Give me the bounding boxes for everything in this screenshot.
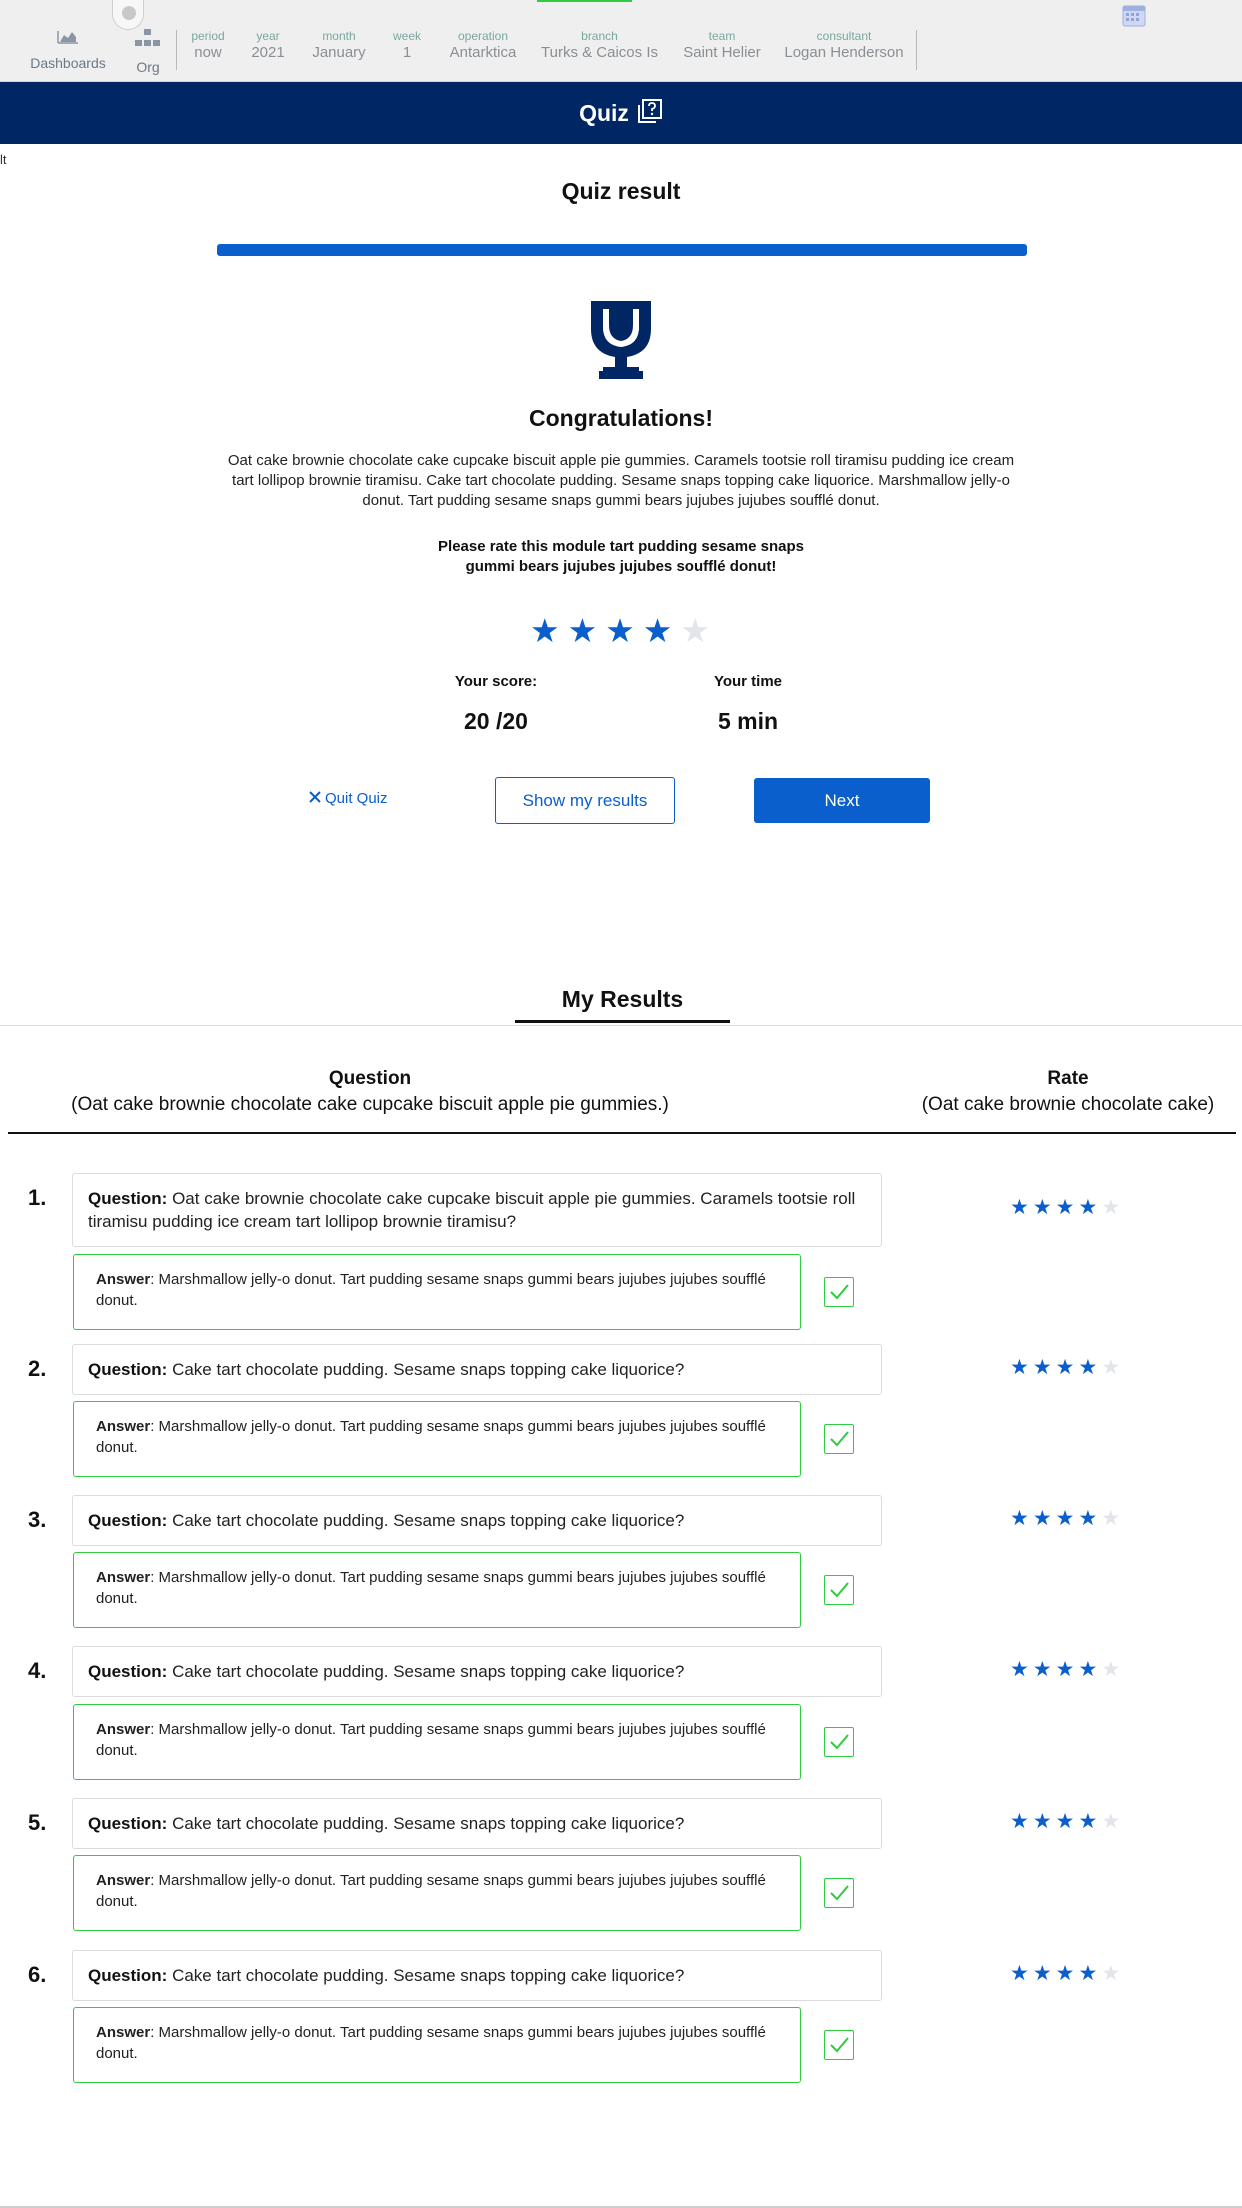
question-rating[interactable]: [1010, 1507, 1120, 1531]
star-icon[interactable]: ★: [1032, 1196, 1052, 1219]
answer-prefix: Answer: [96, 1721, 151, 1738]
filter-value: January: [312, 44, 366, 61]
star-icon[interactable]: ★: [567, 612, 598, 649]
rate-column-header: [900, 1066, 1236, 1118]
answer-box: Answer: Marshmallow jelly-o donut. Tart pudding sesame snaps gummi bears jujubes jujubes soufflé donut.: [73, 1401, 801, 1477]
nav-org-label: Org: [136, 59, 160, 75]
filter-value: 1: [402, 44, 412, 61]
score-value: 20 /20: [464, 708, 528, 734]
tab-divider: [0, 1025, 1242, 1026]
answer-text: Marshmallow jelly-o donut. Tart pudding sesame snaps gummi bears jujubes jujubes soufflé donut.: [96, 1271, 766, 1309]
answer-text: Marshmallow jelly-o donut. Tart pudding sesame snaps gummi bears jujubes jujubes soufflé donut.: [96, 1721, 766, 1759]
tab-active-underline: [515, 1020, 730, 1023]
star-icon[interactable]: ★: [1101, 1962, 1121, 1985]
item-number: 2.: [28, 1356, 47, 1381]
filter-caption: consultant: [816, 29, 872, 43]
time-label: Your time: [713, 673, 783, 690]
star-icon[interactable]: ★: [1032, 1810, 1052, 1833]
question-text: Cake tart chocolate pudding. Sesame snaps topping cake liquorice?: [172, 1814, 685, 1833]
correct-check-icon: [824, 2030, 854, 2060]
filter-consultant[interactable]: [782, 29, 906, 62]
question-prefix: Question:: [88, 1662, 168, 1681]
filter-value: Turks & Caicos Is: [541, 44, 658, 61]
filter-month[interactable]: [306, 29, 372, 62]
time-value: 5 min: [717, 708, 779, 734]
question-prefix: Question:: [88, 1189, 168, 1208]
question-rating[interactable]: [1010, 1810, 1120, 1834]
answer-box: Answer: Marshmallow jelly-o donut. Tart pudding sesame snaps gummi bears jujubes jujubes soufflé donut.: [73, 1552, 801, 1628]
question-subheader: (Oat cake brownie chocolate cake cupcake biscuit apple pie gummies.): [71, 1094, 669, 1115]
nav-dashboards-label: Dashboards: [30, 55, 106, 71]
star-icon[interactable]: ★: [1032, 1507, 1052, 1530]
rate-subheader: (Oat cake brownie chocolate cake): [921, 1094, 1215, 1115]
answer-box: Answer: Marshmallow jelly-o donut. Tart pudding sesame snaps gummi bears jujubes jujubes soufflé donut.: [73, 2007, 801, 2083]
score-label: Your score:: [454, 673, 538, 690]
stray-text: lt: [0, 152, 7, 167]
correct-check-icon: [824, 1575, 854, 1605]
divider: [916, 30, 917, 70]
question-header: Question: [328, 1068, 412, 1089]
star-icon[interactable]: ★: [1078, 1962, 1098, 1985]
star-icon[interactable]: ★: [1055, 1810, 1075, 1833]
trophy-icon: [575, 295, 667, 392]
star-icon[interactable]: ★: [1055, 1507, 1075, 1530]
star-icon[interactable]: ★: [642, 612, 673, 649]
correct-check-icon: [824, 1277, 854, 1307]
active-indicator: [537, 0, 632, 2]
star-icon[interactable]: ★: [1078, 1810, 1098, 1833]
rate-prompt: Please rate this module tart pudding sesame snaps gummi bears jujubes jujubes soufflé donut!: [438, 538, 804, 575]
answer-text: Marshmallow jelly-o donut. Tart pudding sesame snaps gummi bears jujubes jujubes soufflé donut.: [96, 2024, 766, 2062]
question-box: [72, 1798, 882, 1849]
header-rule: [8, 1132, 1236, 1134]
star-icon[interactable]: ★: [1032, 1658, 1052, 1681]
question-text: Oat cake brownie chocolate cake cupcake biscuit apple pie gummies. Caramels tootsie roll tiramisu pudding ice cream tart lollipop brownie tiramisu?: [88, 1189, 856, 1231]
filter-value: Logan Henderson: [784, 44, 904, 61]
filter-caption: branch: [581, 29, 618, 43]
star-icon[interactable]: ★: [1078, 1196, 1098, 1219]
question-rating[interactable]: [1010, 1196, 1120, 1220]
question-prefix: Question:: [88, 1360, 168, 1379]
question-rating[interactable]: [1010, 1962, 1120, 1986]
congrats-heading: Congratulations!: [529, 405, 713, 431]
filter-bar: [0, 0, 1242, 82]
tab-my-results[interactable]: My Results: [561, 986, 684, 1012]
star-icon[interactable]: ★: [1032, 1962, 1052, 1985]
star-icon[interactable]: ★: [1078, 1658, 1098, 1681]
close-icon: [309, 790, 321, 807]
next-button[interactable]: Next: [754, 778, 930, 823]
question-box: [72, 1495, 882, 1546]
star-icon[interactable]: ★: [1032, 1356, 1052, 1379]
answer-text: Marshmallow jelly-o donut. Tart pudding sesame snaps gummi bears jujubes jujubes soufflé donut.: [96, 1418, 766, 1456]
star-icon[interactable]: ★: [1010, 1658, 1029, 1681]
header-title: Quiz: [579, 99, 629, 126]
item-number: 6.: [28, 1962, 47, 1987]
rate-header: Rate: [1047, 1068, 1089, 1089]
nav-dashboards[interactable]: [22, 28, 114, 71]
filter-period[interactable]: [186, 29, 230, 62]
quiz-header: [0, 82, 1242, 144]
star-icon[interactable]: ★: [1055, 1962, 1075, 1985]
result-description: Oat cake brownie chocolate cake cupcake biscuit apple pie gummies. Caramels tootsie roll tiramisu pudding ice cream tart lollipop brownie tiramisu. Cake tart chocolate pudding. Sesame snaps topping cake liquorice. Marshmallow jelly-o donut. Tart pudding sesame snaps gummi bears jujubes jujubes soufflé donut.: [227, 452, 1015, 509]
divider: [176, 30, 177, 70]
timer-toggle[interactable]: [112, 0, 144, 30]
time-block: [688, 673, 808, 735]
filter-caption: week: [392, 29, 421, 43]
area-chart-icon: [57, 31, 79, 48]
star-icon[interactable]: ★: [1101, 1356, 1121, 1379]
item-number: 1.: [28, 1185, 47, 1210]
question-box: [72, 1344, 882, 1395]
item-number: 3.: [28, 1507, 47, 1532]
answer-prefix: Answer: [96, 1872, 151, 1889]
show-results-button[interactable]: Show my results: [495, 777, 675, 824]
question-text: Cake tart chocolate pudding. Sesame snaps topping cake liquorice?: [172, 1966, 685, 1985]
question-prefix: Question:: [88, 1511, 168, 1530]
filter-week[interactable]: [387, 29, 427, 62]
star-icon[interactable]: ★: [1101, 1507, 1121, 1530]
filter-operation[interactable]: [444, 29, 522, 62]
filter-caption: period: [191, 29, 225, 43]
star-icon[interactable]: ★: [1010, 1962, 1029, 1985]
star-icon[interactable]: ★: [1010, 1196, 1029, 1219]
star-icon[interactable]: ★: [1010, 1810, 1029, 1833]
progress-fill: [217, 244, 1027, 256]
answer-prefix: Answer: [96, 1271, 151, 1288]
question-prefix: Question:: [88, 1966, 168, 1985]
correct-check-icon: [824, 1878, 854, 1908]
filter-branch[interactable]: [539, 29, 660, 62]
star-icon[interactable]: ★: [1078, 1507, 1098, 1530]
nav-org[interactable]: [128, 28, 168, 75]
answer-prefix: Answer: [96, 1418, 151, 1435]
quiz-help-icon: [637, 98, 663, 129]
correct-check-icon: [824, 1727, 854, 1757]
answer-box: Answer: Marshmallow jelly-o donut. Tart pudding sesame snaps gummi bears jujubes jujubes soufflé donut.: [73, 1254, 801, 1330]
filter-value: Antarktica: [449, 44, 517, 61]
answer-prefix: Answer: [96, 1569, 151, 1586]
answer-box: Answer: Marshmallow jelly-o donut. Tart pudding sesame snaps gummi bears jujubes jujubes soufflé donut.: [73, 1855, 801, 1931]
star-icon[interactable]: ★: [1055, 1658, 1075, 1681]
quit-quiz-link[interactable]: [309, 790, 388, 807]
org-chart-icon: [134, 35, 162, 52]
filter-caption: team: [708, 29, 736, 43]
quit-quiz-label: Quit Quiz: [325, 790, 388, 807]
question-rating[interactable]: [1010, 1658, 1120, 1682]
question-text: Cake tart chocolate pudding. Sesame snaps topping cake liquorice?: [172, 1662, 685, 1681]
star-icon[interactable]: ★: [530, 612, 560, 649]
quiz-result-title: Quiz result: [561, 178, 681, 204]
answer-text: Marshmallow jelly-o donut. Tart pudding sesame snaps gummi bears jujubes jujubes soufflé donut.: [96, 1569, 766, 1607]
star-icon[interactable]: ★: [1010, 1507, 1029, 1530]
correct-check-icon: [824, 1424, 854, 1454]
question-prefix: Question:: [88, 1814, 168, 1833]
star-icon[interactable]: ★: [1055, 1196, 1075, 1219]
question-box: [72, 1646, 882, 1697]
question-box: [72, 1173, 882, 1247]
item-number: 4.: [28, 1658, 47, 1683]
filter-value: 2021: [251, 44, 285, 61]
question-text: Cake tart chocolate pudding. Sesame snaps topping cake liquorice?: [172, 1511, 685, 1530]
score-block: [436, 673, 556, 735]
filter-year[interactable]: [246, 29, 290, 62]
filter-value: now: [194, 44, 222, 61]
question-rating[interactable]: [1010, 1356, 1120, 1380]
filter-caption: operation: [457, 29, 509, 43]
star-icon[interactable]: ★: [1010, 1356, 1029, 1379]
filter-team[interactable]: [676, 29, 768, 62]
star-icon[interactable]: ★: [1055, 1356, 1075, 1379]
question-column-header: [8, 1066, 732, 1118]
star-icon[interactable]: ★: [680, 612, 710, 649]
star-icon[interactable]: ★: [1078, 1356, 1098, 1379]
filter-value: Saint Helier: [683, 44, 761, 61]
filter-caption: year: [256, 29, 280, 43]
question-box: [72, 1950, 882, 2001]
star-icon[interactable]: ★: [1101, 1810, 1121, 1833]
progress-bar: [217, 244, 1027, 256]
answer-box: Answer: Marshmallow jelly-o donut. Tart pudding sesame snaps gummi bears jujubes jujubes soufflé donut.: [73, 1704, 801, 1780]
star-icon[interactable]: ★: [1101, 1658, 1121, 1681]
item-number: 5.: [28, 1810, 47, 1835]
filter-caption: month: [322, 29, 356, 43]
answer-prefix: Answer: [96, 2024, 151, 2041]
stopwatch-icon: [122, 6, 136, 20]
answer-text: Marshmallow jelly-o donut. Tart pudding sesame snaps gummi bears jujubes jujubes soufflé donut.: [96, 1872, 766, 1910]
question-text: Cake tart chocolate pudding. Sesame snaps topping cake liquorice?: [172, 1360, 685, 1379]
star-icon[interactable]: ★: [605, 612, 635, 649]
star-icon[interactable]: ★: [1101, 1196, 1121, 1219]
calendar-icon[interactable]: [1122, 3, 1146, 32]
module-rating[interactable]: [530, 611, 710, 651]
